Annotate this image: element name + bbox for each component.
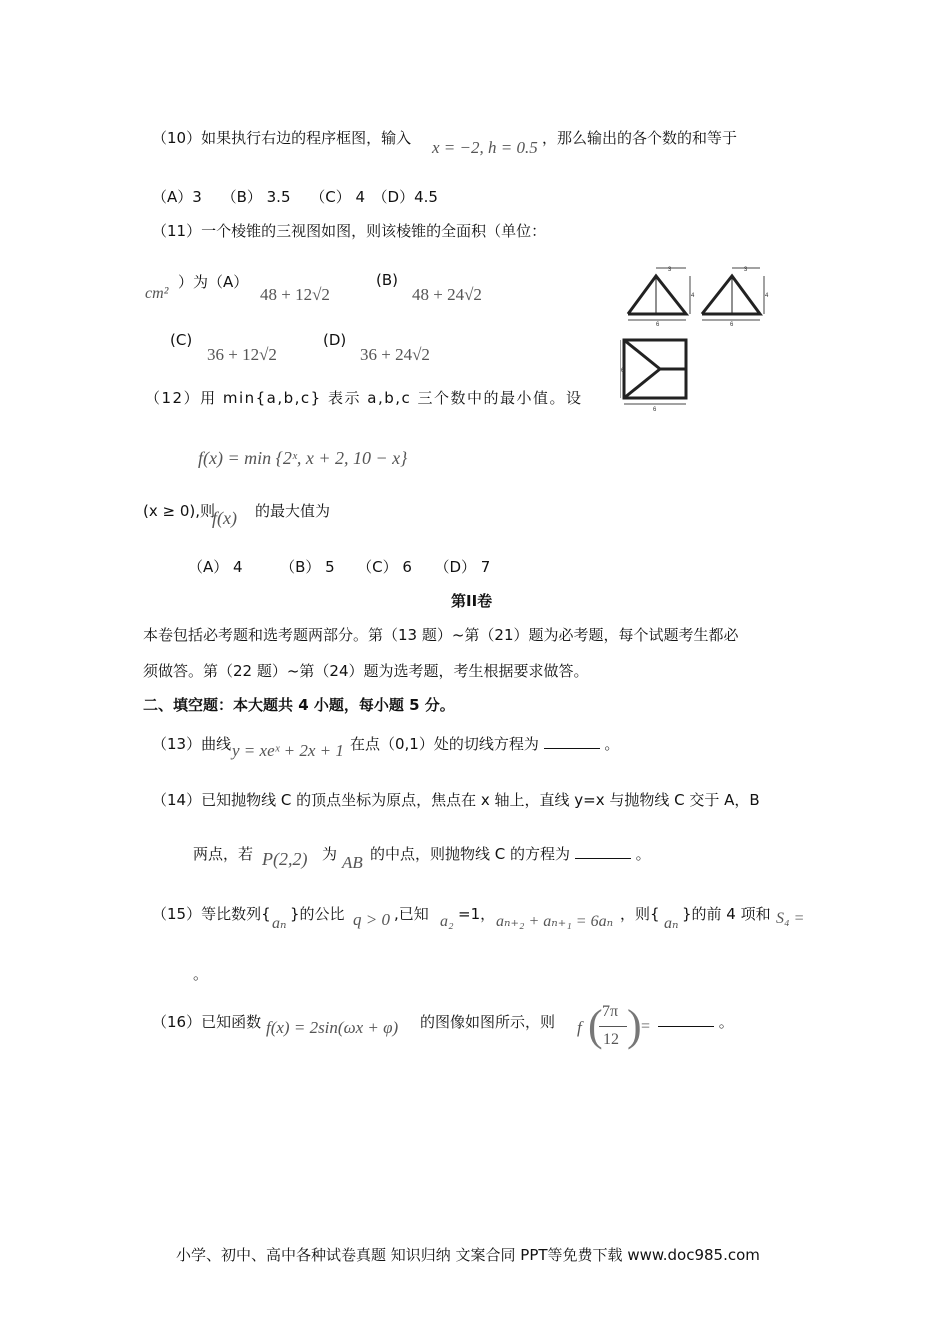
dim-label: 3 bbox=[668, 267, 672, 273]
q14-answer-blank[interactable] bbox=[575, 858, 631, 859]
q13-formula: y = xeˣ + 2x + 1 bbox=[232, 741, 344, 760]
q15-recurrence: aₙ₊₂ + aₙ₊₁ = 6aₙ bbox=[496, 913, 614, 930]
q13-tail-text: 在点（0,1）处的切线方程为 bbox=[350, 735, 539, 753]
q16-denominator: 12 bbox=[603, 1031, 619, 1048]
q16-f: f bbox=[577, 1018, 582, 1037]
q15-an: aₙ bbox=[272, 915, 287, 932]
q10-line bbox=[152, 127, 411, 148]
q12-formula: f(x) = min {2ˣ, x + 2, 10 − x} bbox=[198, 448, 408, 468]
q15-known: ,已知 bbox=[394, 905, 429, 923]
q13-end: 。 bbox=[604, 735, 620, 753]
q16-end: 。 bbox=[718, 1013, 734, 1031]
q11-label-b: (B) bbox=[376, 271, 398, 289]
q11-unit: cm² bbox=[145, 285, 169, 302]
q16-formula: f(x) = 2sin(ωx + φ) bbox=[266, 1018, 399, 1037]
q13-stem: （13）曲线 bbox=[152, 735, 232, 753]
q16-tail: 的图像如图所示，则 bbox=[420, 1013, 556, 1031]
q13-answer-blank[interactable] bbox=[544, 748, 600, 749]
q14-ab: AB bbox=[342, 853, 363, 872]
q14-line2-start: 两点，若 bbox=[193, 845, 254, 863]
q11-option-a: 48 + 12√2 bbox=[260, 285, 330, 304]
q15-stem: （15）等比数列{ bbox=[152, 905, 271, 923]
q11-option-b: 48 + 24√2 bbox=[412, 285, 482, 304]
q14-tail-text: 的中点，则抛物线 C 的方程为 bbox=[370, 845, 571, 863]
q12-stem: （12）用 min{a,b,c} 表示 a,b,c 三个数中的最小值。设 bbox=[145, 389, 583, 407]
q11-label-d: (D) bbox=[323, 331, 347, 349]
dim-label: 6 bbox=[656, 322, 660, 328]
q15-ratio: }的公比 bbox=[290, 905, 345, 923]
dim-label: 6 bbox=[653, 407, 657, 412]
dim-label: 6 bbox=[621, 368, 625, 374]
dim-label: 4 bbox=[765, 293, 769, 299]
q10-stem-end: ，那么输出的各个数的和等于 bbox=[542, 129, 738, 147]
section-title: 第II卷 bbox=[451, 592, 493, 610]
q10-stem-start: （10）如果执行右边的程序框图，输入 bbox=[152, 129, 412, 147]
q16-numerator: 7π bbox=[602, 1003, 619, 1020]
q15-a2: a₂ bbox=[440, 913, 454, 930]
q16-paren-left: ( bbox=[588, 1001, 603, 1050]
q16-stem: （16）已知函数 bbox=[152, 1013, 262, 1031]
front-view-triangle bbox=[628, 276, 686, 314]
dim-label: 4 bbox=[691, 293, 695, 299]
q15-q: q > 0 bbox=[353, 910, 390, 929]
q14-end: 。 bbox=[635, 845, 651, 863]
q11-label-c: (C) bbox=[170, 331, 193, 349]
dim-label: 6 bbox=[730, 322, 734, 328]
q12-fx: f(x) bbox=[212, 508, 237, 528]
q16-eq: = bbox=[641, 1018, 651, 1035]
q15-a2val: =1， bbox=[458, 905, 496, 923]
q16-fraction-bar bbox=[599, 1026, 627, 1027]
q15-s4: S₄ = bbox=[776, 910, 805, 927]
q10-input-formula: x = −2, h = 0.5 bbox=[432, 138, 538, 157]
dim-label: 3 bbox=[744, 267, 748, 273]
q15-end: 。 bbox=[193, 965, 209, 983]
q14-mid: 为 bbox=[322, 845, 338, 863]
section-desc-2: 须做答。第（22 题）~第（24）题为选考题，考生根据要求做答。 bbox=[143, 662, 589, 680]
q10-options: （A）3 （B） 3.5 （C） 4 （D）4.5 bbox=[152, 188, 438, 206]
q14-tail bbox=[370, 843, 651, 864]
q15-sep: ，则{ bbox=[620, 905, 660, 923]
q12-options: （A） 4 （B） 5 （C） 6 （D） 7 bbox=[188, 558, 491, 576]
q16-answer bbox=[658, 1011, 734, 1032]
q11-option-c: 36 + 12√2 bbox=[207, 345, 277, 364]
q14-line1: （14）已知抛物线 C 的顶点坐标为原点，焦点在 x 轴上，直线 y=x 与抛物线 C 交于 A，B bbox=[152, 791, 760, 809]
section-heading: 二、填空题：本大题共 4 小题，每小题 5 分。 bbox=[143, 696, 455, 714]
section-desc-1: 本卷包括必考题和选考题两部分。第（13 题）~第（21）题为必考题，每个试题考生都必 bbox=[143, 626, 739, 644]
q13-tail bbox=[350, 733, 619, 754]
q15-an-2: aₙ bbox=[664, 915, 679, 932]
three-view-figure bbox=[620, 262, 780, 412]
side-view-triangle bbox=[702, 276, 760, 314]
q11-stem: （11）一个棱锥的三视图如图，则该棱锥的全面积（单位： bbox=[152, 222, 547, 240]
q16-paren-right: ) bbox=[627, 1001, 642, 1050]
q11-unit-tail: ）为（A） bbox=[178, 273, 249, 291]
footer-text: 小学、初中、高中各种试卷真题 知识归纳 文案合同 PPT等免费下载 www.doc985.com bbox=[176, 1246, 760, 1264]
q16-answer-blank[interactable] bbox=[658, 1026, 714, 1027]
q14-point: P(2,2) bbox=[262, 849, 308, 869]
q11-option-d: 36 + 24√2 bbox=[360, 345, 430, 364]
q12-tail: 的最大值为 bbox=[255, 502, 331, 520]
q12-condition: (x ≥ 0),则 bbox=[143, 502, 215, 520]
q15-tail: }的前 4 项和 bbox=[682, 905, 771, 923]
